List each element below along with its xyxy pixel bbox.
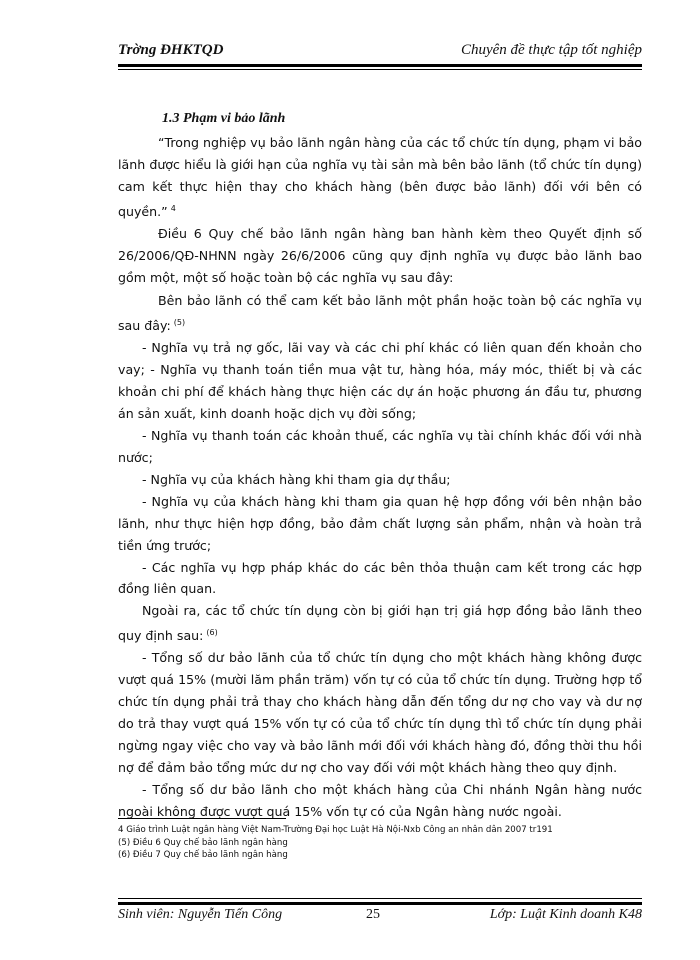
page-footer — [118, 907, 642, 931]
section-title: 1.3 Phạm vi bảo lãnh — [162, 111, 286, 126]
paragraph-text: Bên bảo lãnh có thể cam kết bảo lãnh một phần hoặc toàn bộ các nghĩa vụ sau đây: — [118, 293, 642, 334]
bullet-item: - Nghĩa vụ thanh toán các khoản thuế, các nghĩa vụ tài chính khác đối với nhà nước; — [118, 428, 642, 465]
bullet-item: - Tổng số dư bảo lãnh của tổ chức tín dụng cho một khách hàng không được vượt quá 15% (mười lăm phần trăm) vốn tự có của tổ chức tín dụng. Trường hợp tổ chức tín dụng phải trả thay cho khách hàng dẫn đến tổng dư nợ cho vay và dư nợ do trả thay vượt quá 15% vốn tự có của tổ chức tín dụng thì tổ chức tín dụng phải ngừng ngay việc cho vay và bảo lãnh mới đối với khách hàng đó, đồng thời thu hồi nợ để đảm bảo tổng mức dư nợ cho vay đối với một khách hàng theo quy định. — [118, 650, 642, 775]
header-rule-thin — [118, 69, 642, 70]
footnote-ref: (6) — [206, 628, 218, 638]
footnote-ref: (5) — [173, 318, 186, 328]
page-header — [118, 40, 642, 64]
paragraph-definition — [118, 132, 642, 223]
header-school: Trờng ĐHKTQD — [118, 42, 224, 58]
footnote-ref: 4 — [170, 203, 176, 213]
footer-rule-thin — [118, 898, 642, 899]
footer-class: Lớp: Luật Kinh doanh K48 — [489, 907, 642, 922]
page-body — [118, 108, 642, 823]
bullet-item: - Tổng số dư bảo lãnh cho một khách hàng của Chi nhánh Ngân hàng nước ngoài không được vượt quá 15% vốn tự có của Ngân hàng nước ngoài. — [118, 781, 642, 819]
bullet-item: - Nghĩa vụ của khách hàng khi tham gia quan hệ hợp đồng với bên nhận bảo lãnh, như thực hiện hợp đồng, bảo đảm chất lượng sản phẩm, nhận và hoàn trả tiền ứng trước; — [118, 493, 642, 553]
paragraph-text: “Trong nghiệp vụ bảo lãnh ngân hàng của các tổ chức tín dụng, phạm vi bảo lãnh được hiểu là giới hạn của nghĩa vụ tài sản mà bên bảo lãnh (tổ chức tín dụng) cam kết thực hiện thay cho khách hàng (bên được bảo lãnh) đối với bên có quyền.” — [118, 134, 642, 219]
header-title: Chuyên đề thực tập tốt nghiệp — [460, 42, 642, 58]
bullet-item: - Các nghĩa vụ hợp pháp khác do các bên thỏa thuận cam kết trong các hợp đồng liên quan. — [118, 559, 642, 597]
footnote-separator — [118, 818, 286, 819]
footnotes — [118, 824, 553, 862]
page-number: 25 — [366, 907, 380, 922]
footer-student: Sinh viên: Nguyễn Tiến Công — [118, 907, 283, 922]
paragraph-text: Ngoài ra, các tổ chức tín dụng còn bị giới hạn trị giá hợp đồng bảo lãnh theo quy định sau: — [118, 603, 642, 644]
bullet-item: - Nghĩa vụ trả nợ gốc, lãi vay và các chi phí khác có liên quan đến khoản cho vay; - Nghĩa vụ thanh toán tiền mua vật tư, hàng hóa, máy móc, thiết bị và các khoản chi phí để khách hàng thực hiện các dự án hoặc phương án đầu tư, phương án sản xuất, kinh doanh hoặc dịch vụ đời sống; — [118, 340, 642, 422]
footer-rule-thick — [118, 902, 642, 905]
header-rule-thick — [118, 64, 642, 67]
footnote-item: 4 Giáo trình Luật ngân hàng Việt Nam-Trường Đại học Luật Hà Nội-Nxb Công an nhân dân 2007 tr191 — [118, 825, 553, 835]
paragraph-article-6: Điều 6 Quy chế bảo lãnh ngân hàng ban hành kèm theo Quyết định số 26/2006/QĐ-NHNN ngày 26/6/2006 cũng quy định nghĩa vụ được bảo lãnh bao gồm một, một số hoặc toàn bộ các nghĩa vụ sau đây: — [118, 225, 642, 285]
paragraph-obligations-intro — [118, 290, 642, 337]
footnote-item: (6) Điều 7 Quy chế bảo lãnh ngân hàng — [118, 850, 288, 860]
footnote-item: (5) Điều 6 Quy chế bảo lãnh ngân hàng — [118, 837, 288, 848]
paragraph-limits-intro — [118, 600, 642, 647]
bullet-item: - Nghĩa vụ của khách hàng khi tham gia dự thầu; — [142, 471, 451, 487]
